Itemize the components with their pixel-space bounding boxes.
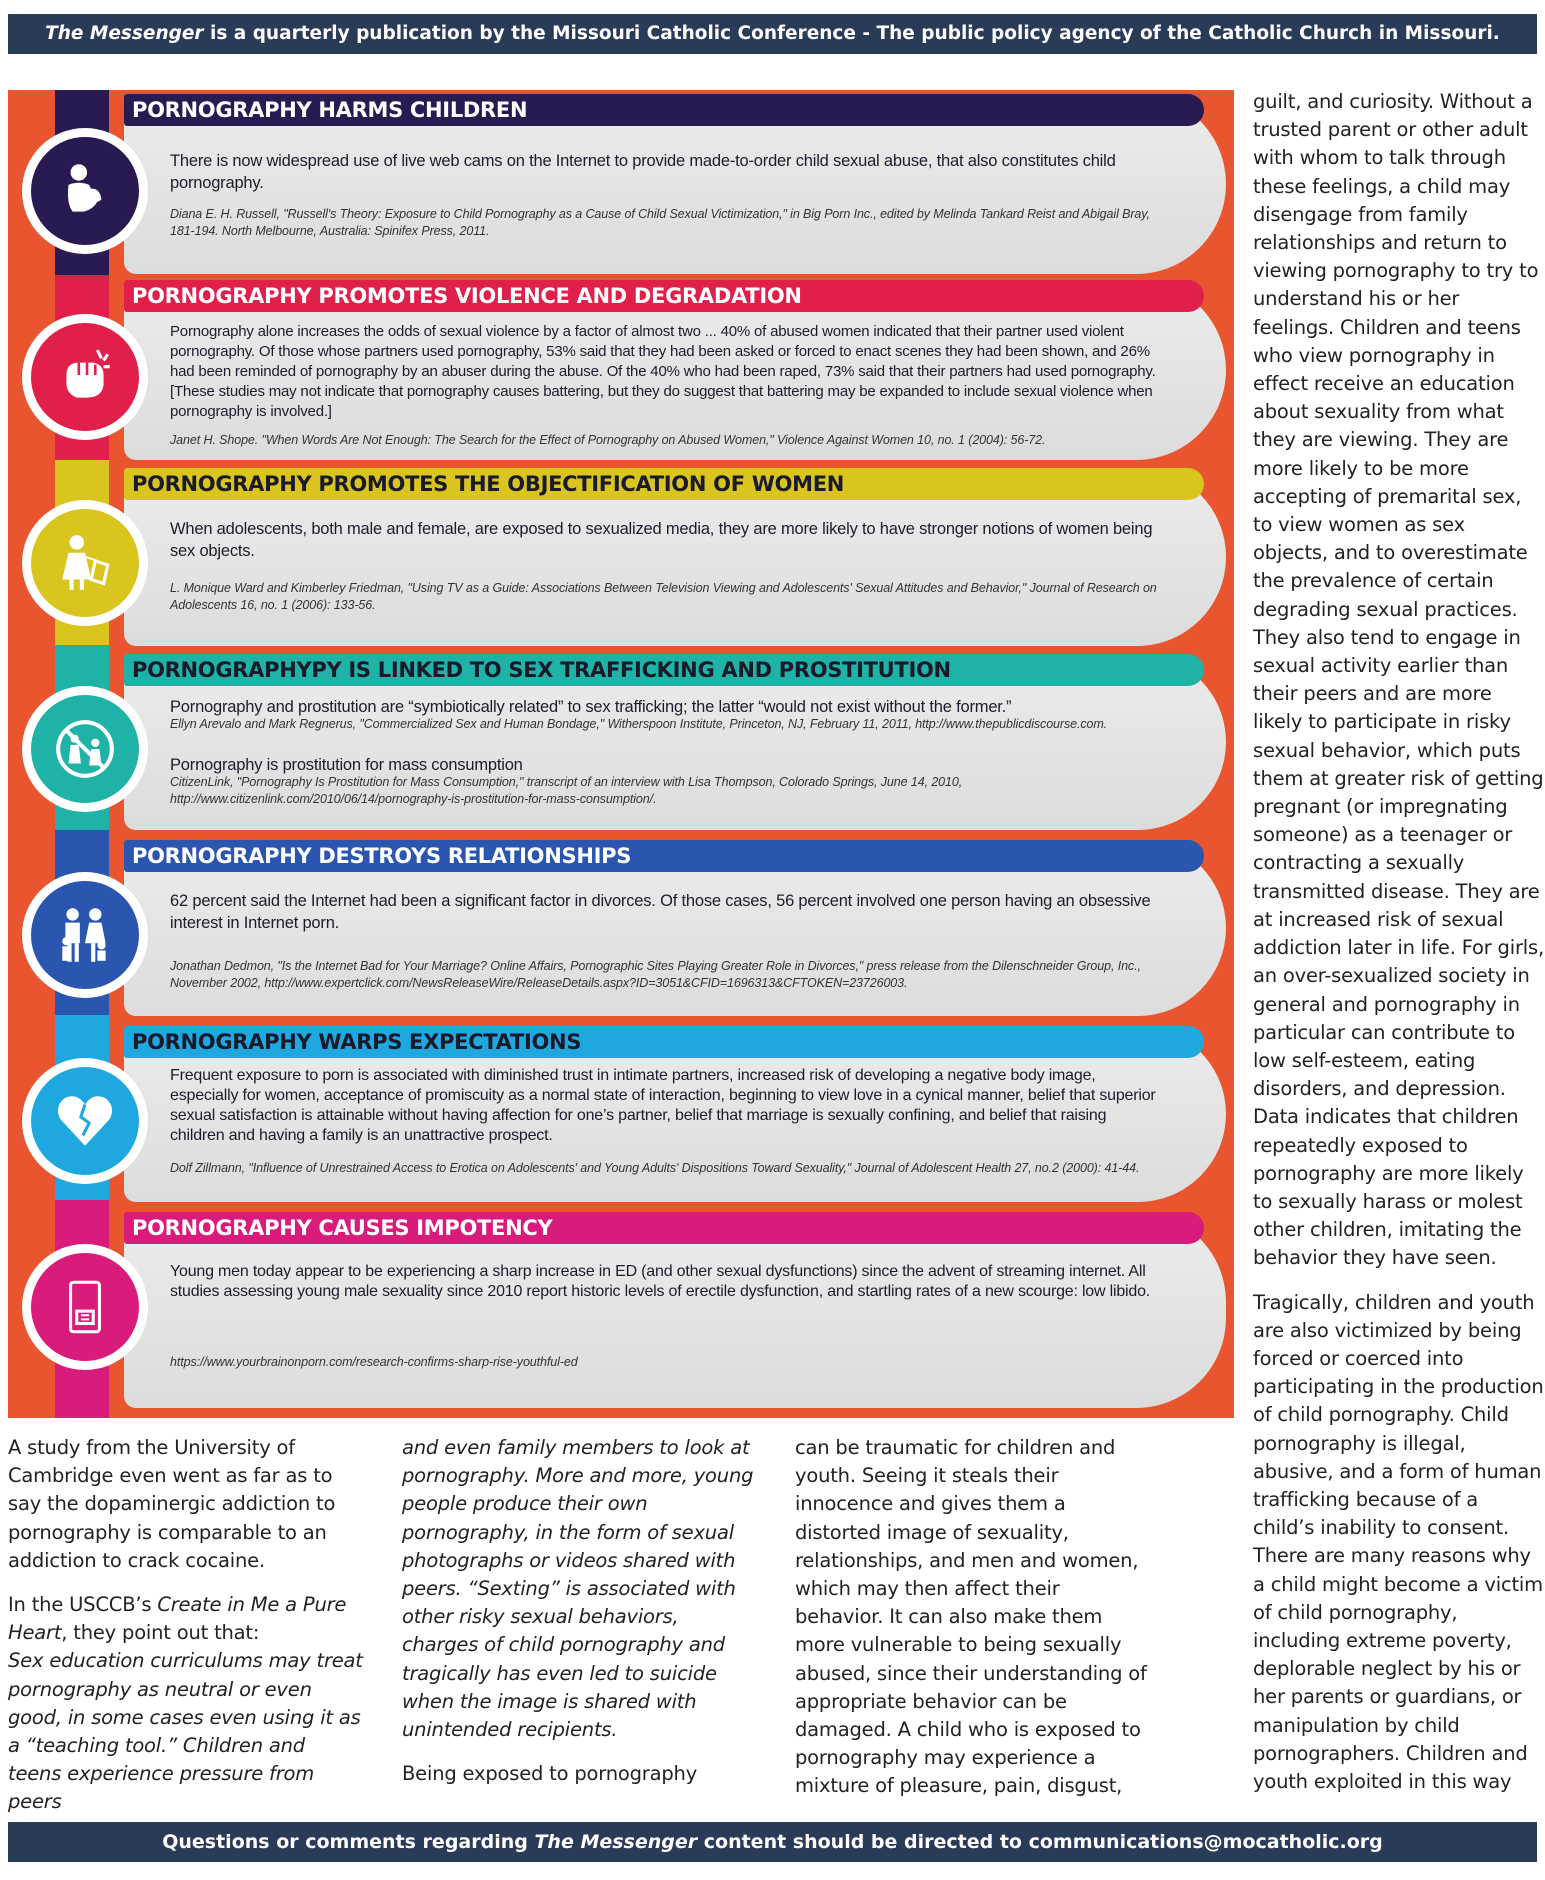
column-quote: and even family members to look at pornography. More and more, young people produce their own pornography, in the form of sexual photographs or videos shared with peers. “Sexting” is associated with other risky sexual behaviors, charges of child pornography and tragically has even led to suicide when the image is shared with unintended recipients.	[402, 1436, 754, 1742]
bottom-column-1	[8, 1434, 363, 1833]
no-trafficking-icon	[52, 716, 118, 782]
bottom-column-2	[402, 1434, 757, 1804]
card-citation: Diana E. H. Russell, "Russell's Theory: Exposure to Child Pornography as a Cause of Child Sexual Victimization," in Big Porn Inc., edited by Melinda Tankard Reist and Abigail Bray, 181-194. North Melbourne, Australia: Spinifex Press, 2011.	[170, 207, 1150, 238]
icon-circle	[22, 314, 148, 440]
footer-text: Questions or comments regarding	[162, 1831, 535, 1853]
column-paragraph: A study from the University of Cambridge even went as far as to say the dopaminergic addiction to pornography is comparable to an addiction to crack cocaine.	[8, 1436, 336, 1572]
column-paragraph: can be traumatic for children and youth. Seeing it steals their innocence and gives them a distorted image of sexuality, relationships, and men and women, which may then affect their behavior. It can also make them more vulnerable to being sexually abused, since their understanding of appropriate behavior can be damaged. A child who is exposed to pornography may experience a mixture of pleasure, pain, disgust,	[795, 1436, 1147, 1798]
right-column-paragraph: guilt, and curiosity. Without a trusted parent or other adult with whom to talk through these feelings, a child may disengage from family relationships and return to viewing pornography to try to understand his or her feelings. Children and teens who view pornography in effect receive an education about sexuality from what they are viewing. They are more likely to be more accepting of premarital sex, to view women as sex objects, and to overestimate the prevalence of certain degrading sexual practices. They also tend to engage in sexual activity earlier than their peers and are more likely to participate in risky sexual behavior, which puts them at greater risk of getting pregnant (or impregnating someone) as a teenager or contracting a sexually transmitted disease. They are at increased risk of sexual addiction later in life. For girls, an over-sexualized society in general and pornography in particular can contribute to low self-esteem, eating disorders, and depression. Data indicates that children repeatedly exposed to pornography are more likely to sexually harass or molest other children, imitating the behavior they have seen.	[1253, 90, 1544, 1270]
card-impotency	[124, 1212, 1226, 1408]
card-citation-secondary: CitizenLink, "Pornography Is Prostitution for Mass Consumption," transcript of an interview with Lisa Thompson, Colorado Springs, June 14, 2010, http://www.citizenlink.com/2010/06/14/pornography-is-prostitution-for-mass-consumption/.	[170, 775, 963, 806]
card-citation: Dolf Zillmann, "Influence of Unrestrained Access to Erotica on Adolescents' and Young Adults' Dispositions Toward Sexuality," Journal of Adolescent Health 27, no.2 (2000): 41-44.	[170, 1161, 1140, 1175]
footer-text: content should be directed to communications@mocatholic.org	[697, 1831, 1383, 1853]
card-title: PORNOGRAPHY DESTROYS RELATIONSHIPS	[124, 840, 1204, 872]
card-body: When adolescents, both male and female, are exposed to sexualized media, they are more likely to have stronger notions of women being sex objects.	[170, 520, 1153, 560]
icon-circle	[22, 872, 148, 998]
icon-circle	[22, 1244, 148, 1370]
broken-heart-icon	[52, 1088, 118, 1154]
right-column-paragraph: Tragically, children and youth are also victimized by being forced or coerced into participating in the production of child pornography. Child pornography is illegal, abusive, and a form of human trafficking because of a child’s inability to consent. There are many reasons why a child might become a victim of child pornography, including extreme poverty, deplorable neglect by his or her parents or guardians, or manipulation by child pornographers. Children and youth exploited in this way	[1253, 1290, 1544, 1793]
publication-name: The Messenger	[534, 1831, 698, 1853]
right-column	[1253, 88, 1545, 1812]
icon-circle	[22, 1058, 148, 1184]
card-title: PORNOGRAPHY CAUSES IMPOTENCY	[124, 1212, 1204, 1244]
icon-circle	[22, 128, 148, 254]
card-citation: Janet H. Shope. "When Words Are Not Enough: The Search for the Effect of Pornography on Abused Women," Violence Against Women 10, no. 1 (2004): 56-72.	[170, 433, 1046, 447]
card-body: Pornography and prostitution are “symbiotically related” to sex trafficking; the latter “would not exist without the former.”	[170, 698, 1012, 716]
card-citation: Jonathan Dedmon, "Is the Internet Bad for Your Marriage? Online Affairs, Pornographic Sites Playing Greater Role in Divorces," press release from the Dilenschneider Group, Inc., November 2002, http://www.expertclick.com/NewsReleaseWire/ReleaseDetails.aspx?ID=3051&CFID=1696313&CFTOKEN=23726003.	[170, 959, 1141, 990]
card-expectations	[124, 1026, 1226, 1202]
paragraph-text: In the USCCB’s	[8, 1593, 158, 1617]
bottom-banner	[8, 1822, 1537, 1862]
card-title: PORNOGRAPHY PROMOTES VIOLENCE AND DEGRADATION	[124, 280, 1204, 312]
book-title: Create in Me a Pure Heart	[8, 1593, 347, 1645]
bottom-column-3	[795, 1434, 1150, 1817]
card-title: PORNOGRAPHY PROMOTES THE OBJECTIFICATION OF WOMEN	[124, 468, 1204, 500]
paragraph-text: , they point out that:	[61, 1621, 260, 1645]
family-icon	[52, 902, 118, 968]
card-body-secondary: Pornography is prostitution for mass consumption	[170, 756, 523, 774]
column-paragraph	[8, 1591, 363, 1647]
column-paragraph: Being exposed to pornography	[402, 1762, 698, 1786]
icon-circle	[22, 686, 148, 812]
top-banner	[8, 14, 1537, 54]
card-title: PORNOGRAPHYPY IS LINKED TO SEX TRAFFICKING AND PROSTITUTION	[124, 654, 1204, 686]
top-banner-text: is a quarterly publication by the Missouri Catholic Conference - The public policy agency of the Catholic Church in Missouri.	[203, 23, 1500, 44]
card-relationships	[124, 840, 1226, 1016]
card-body: 62 percent said the Internet had been a significant factor in divorces. Of those cases, 56 percent involved one person having an obsessive interest in Internet porn.	[170, 892, 1151, 932]
fist-icon	[52, 344, 118, 410]
battery-low-icon	[52, 1274, 118, 1340]
card-trafficking	[124, 654, 1226, 830]
child-hurt-icon	[52, 158, 118, 224]
card-body: Frequent exposure to porn is associated with diminished trust in intimate partners, increased risk of developing a negative body image, especially for women, acceptance of promiscuity as a normal state of interaction, beginning to view love in a cynical manner, belief that superior sexual satisfaction is attainable without having affection for one’s partner, belief that marriage is sexually confining, and belief that raising children and having a family is an unattractive prospect.	[170, 1067, 1156, 1144]
column-quote: Sex education curriculums may treat pornography as neutral or even good, in some cases even using it as a “teaching tool.” Children and teens experience pressure from peers	[8, 1649, 363, 1814]
card-harms-children	[124, 94, 1226, 274]
card-body: There is now widespread use of live web cams on the Internet to provide made-to-order child sexual abuse, that also constitutes child pornography.	[170, 152, 1116, 192]
card-title: PORNOGRAPHY WARPS EXPECTATIONS	[124, 1026, 1204, 1058]
card-citation: L. Monique Ward and Kimberley Friedman, "Using TV as a Guide: Associations Between Television Viewing and Adolescents' Sexual Attitudes and Behavior," Journal of Research on Adolescents 16, no. 1 (2006): 133-56.	[170, 581, 1157, 612]
infographic-panel	[8, 90, 1234, 1418]
card-citation: https://www.yourbrainonporn.com/research-confirms-sharp-rise-youthful-ed	[170, 1355, 578, 1369]
icon-circle	[22, 500, 148, 626]
woman-price-tag-icon	[52, 530, 118, 596]
card-title: PORNOGRAPHY HARMS CHILDREN	[124, 94, 1204, 126]
card-body: Pornography alone increases the odds of sexual violence by a factor of almost two ... 40% of abused women indicated that their partner used violent pornography. Of those whose partners used pornography, 53% said that they had been asked or forced to enact scenes they had been shown, and 26% had been reminded of pornography by an abuser during the abuse. Of the 40% who had been raped, 73% said that their partners had used pornography. [These studies may not indicate that pornography causes battering, but they do suggest that battering may be expanded to include sexual violence when pornography is involved.]	[170, 323, 1156, 420]
publication-name: The Messenger	[45, 23, 204, 44]
card-objectification	[124, 468, 1226, 646]
card-citation: Ellyn Arevalo and Mark Regnerus, "Commercialized Sex and Human Bondage," Witherspoon Institute, Princeton, NJ, February 11, 2011, http://www.thepublicdiscourse.com.	[170, 717, 1108, 731]
card-violence	[124, 280, 1226, 460]
card-body: Young men today appear to be experiencing a sharp increase in ED (and other sexual dysfunctions) since the advent of streaming internet. All studies assessing young male sexuality since 2010 report historic levels of erectile dysfunction, and startling rates of a new scourge: low libido.	[170, 1263, 1151, 1300]
